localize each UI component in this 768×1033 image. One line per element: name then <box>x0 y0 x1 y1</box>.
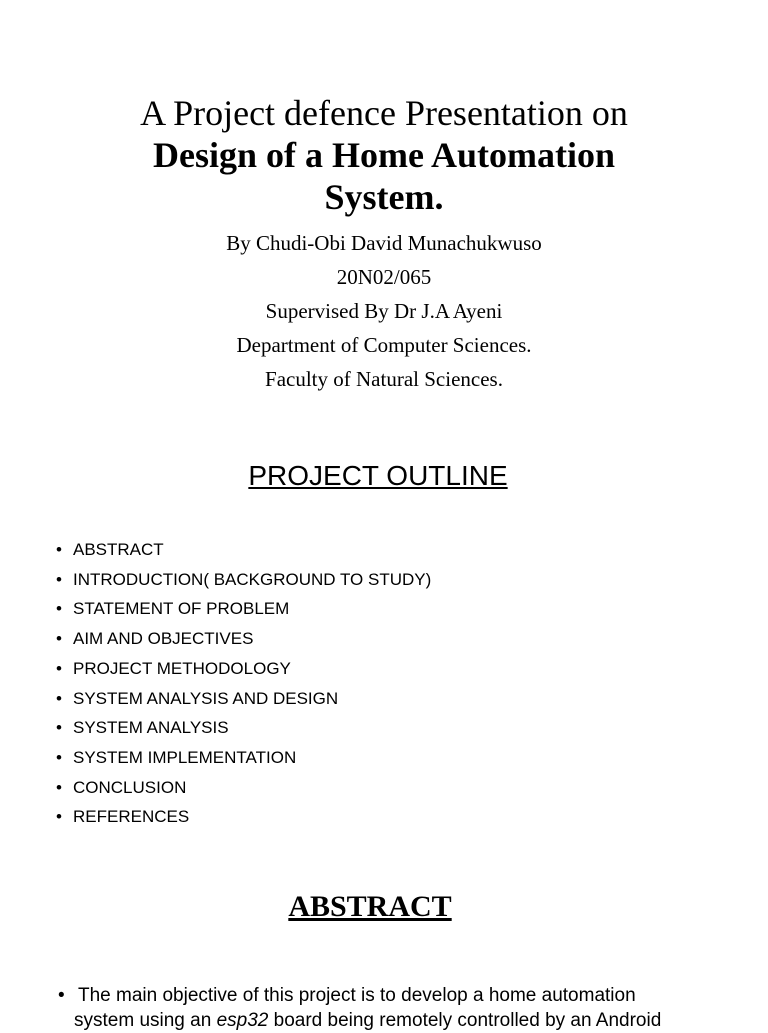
outline-item <box>56 594 431 624</box>
outline-item-label: SYSTEM IMPLEMENTATION <box>73 747 297 767</box>
presentation-intro-line: A Project defence Presentation on <box>140 93 628 133</box>
project-outline-heading: PROJECT OUTLINE <box>248 460 508 491</box>
outline-item-label: CONCLUSION <box>73 777 187 797</box>
outline-item-label: INTRODUCTION( BACKGROUND TO STUDY) <box>73 569 432 589</box>
abstract-paragraph <box>58 983 738 1033</box>
outline-item <box>56 535 431 565</box>
abstract-line-2-emphasis: esp32 <box>216 1010 269 1031</box>
bullet-icon: • <box>56 777 62 797</box>
department: Department of Computer Sciences. <box>236 333 532 357</box>
outline-item-label: REFERENCES <box>73 807 190 827</box>
bullet-icon: • <box>56 658 62 678</box>
matric-number: 20N02/065 <box>336 265 432 289</box>
project-outline-list <box>56 535 431 832</box>
bullet-icon: • <box>58 985 65 1006</box>
abstract-line-1: The main objective of this project is to develop a home automation <box>78 985 636 1006</box>
outline-item <box>56 802 431 832</box>
bullet-icon: • <box>56 569 62 589</box>
bullet-icon: • <box>56 747 62 767</box>
bullet-icon: • <box>56 718 62 738</box>
outline-item <box>56 773 431 803</box>
project-title-line-1: Design of a Home Automation <box>153 135 615 175</box>
outline-item <box>56 624 431 654</box>
project-title <box>0 134 768 218</box>
bullet-icon: • <box>56 688 62 708</box>
faculty: Faculty of Natural Sciences. <box>265 367 503 391</box>
project-title-line-2: System. <box>324 177 444 217</box>
abstract-heading: ABSTRACT <box>288 890 452 923</box>
outline-item <box>56 713 431 743</box>
outline-item <box>56 743 431 773</box>
outline-item-label: PROJECT METHODOLOGY <box>73 658 291 678</box>
outline-item <box>56 684 431 714</box>
outline-item-label: SYSTEM ANALYSIS AND DESIGN <box>73 688 339 708</box>
abstract-line-2-prefix: system using an <box>74 1010 217 1031</box>
outline-item <box>56 565 431 595</box>
outline-item-label: ABSTRACT <box>73 540 164 559</box>
outline-item-label: SYSTEM ANALYSIS <box>73 718 229 738</box>
outline-item-label: STATEMENT OF PROBLEM <box>73 599 290 619</box>
bullet-icon: • <box>56 540 62 559</box>
bullet-icon: • <box>56 629 62 649</box>
outline-item-label: AIM AND OBJECTIVES <box>73 629 254 649</box>
author-name: By Chudi-Obi David Munachukwuso <box>226 231 542 255</box>
abstract-line-2 <box>58 1008 738 1033</box>
supervisor: Supervised By Dr J.A Ayeni <box>265 299 503 323</box>
bullet-icon: • <box>56 599 62 619</box>
bullet-icon: • <box>56 807 62 827</box>
abstract-line-2-suffix: board being remotely controlled by an Android <box>268 1010 662 1031</box>
author-details <box>0 226 768 396</box>
outline-item <box>56 654 431 684</box>
